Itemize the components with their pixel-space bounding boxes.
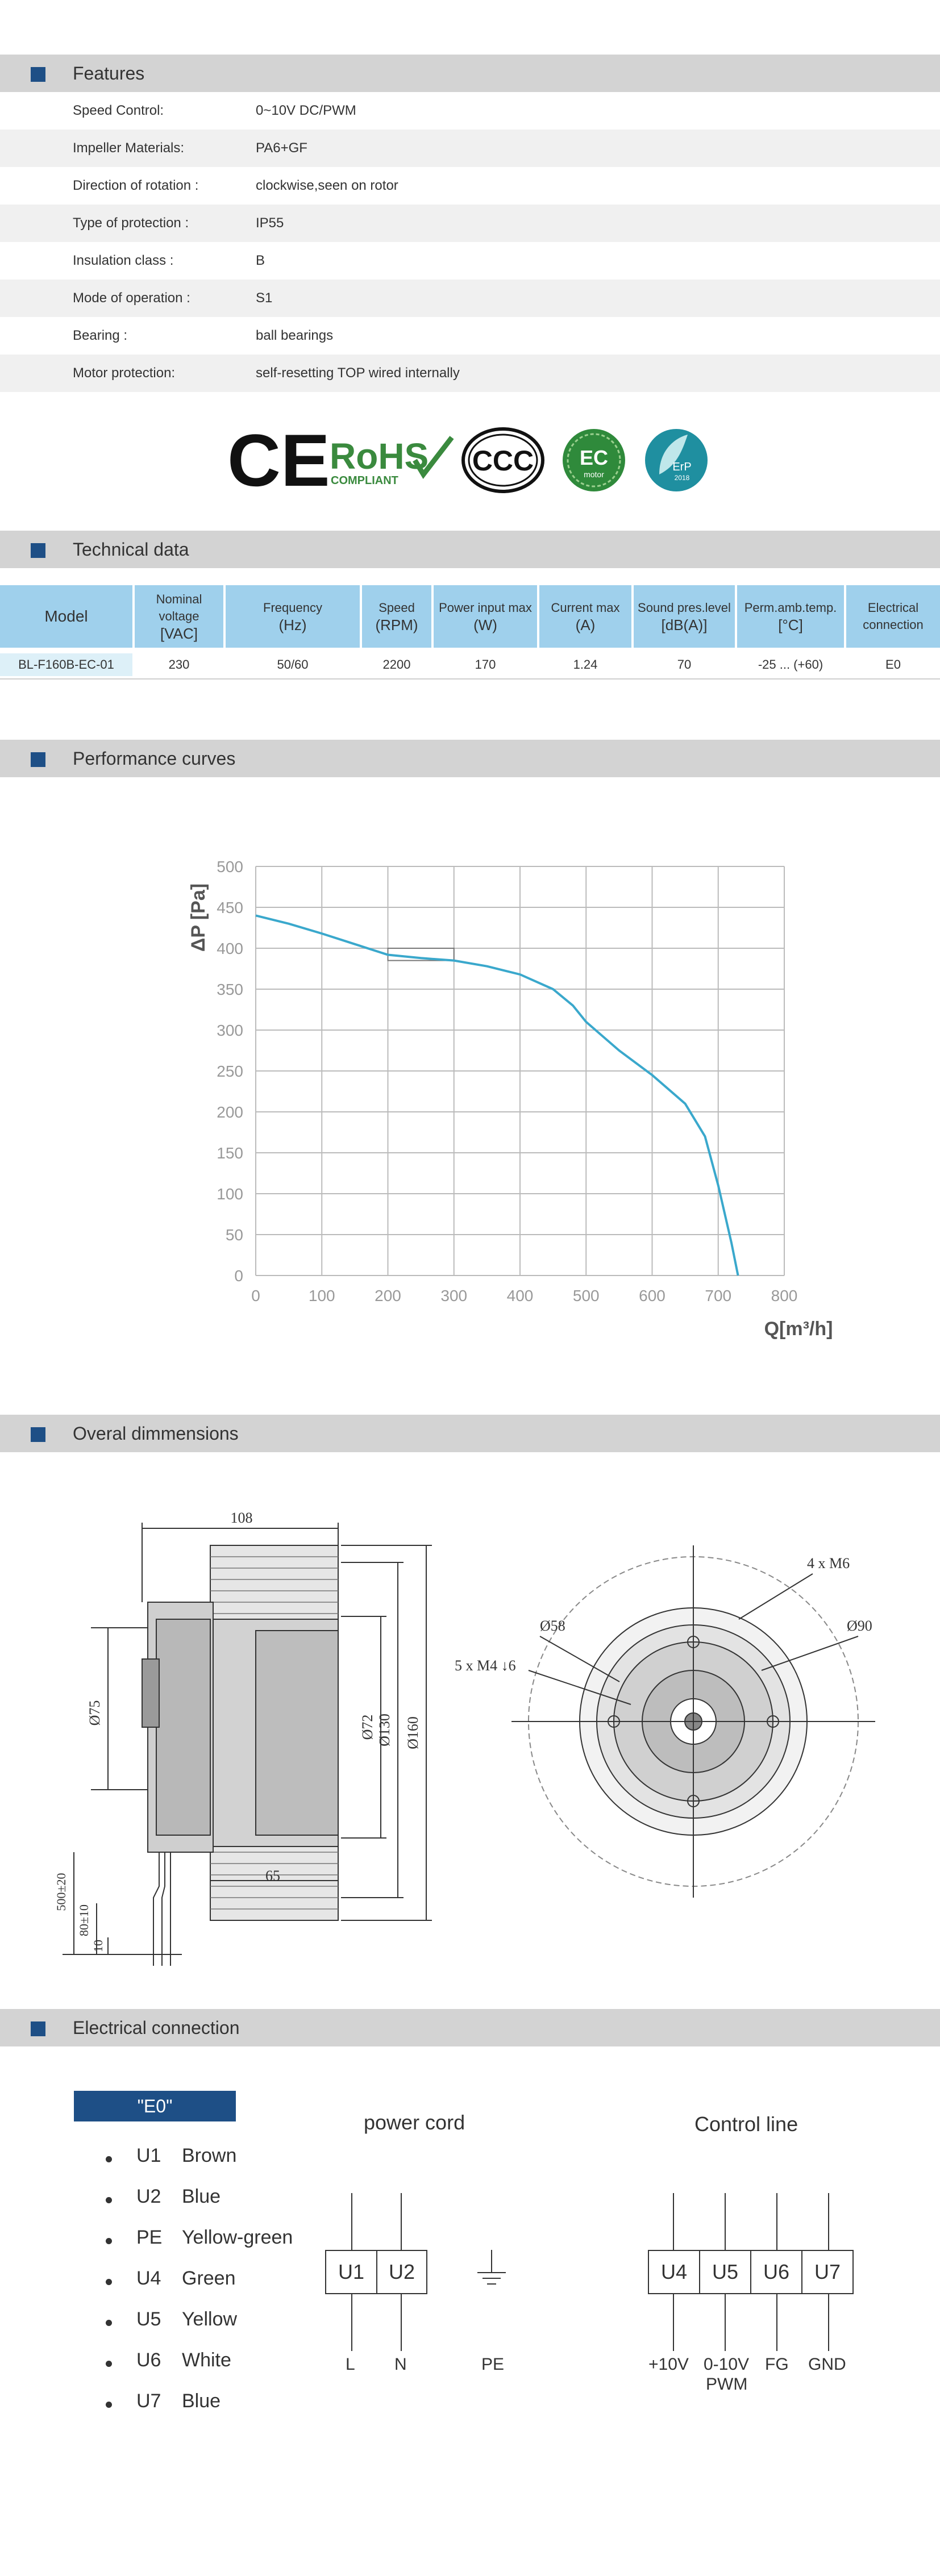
dimensions-section-header	[0, 1415, 940, 1452]
bullet-icon	[106, 2156, 112, 2162]
dim-d72: Ø72	[359, 1714, 376, 1740]
ground-icon	[475, 2250, 509, 2290]
x-tick-label: 200	[375, 1287, 401, 1304]
wire-line	[828, 2193, 829, 2250]
section-title: Features	[73, 63, 145, 84]
wire-line	[351, 2193, 352, 2250]
section-square-icon	[31, 543, 45, 558]
terminal-u5: U5	[699, 2250, 751, 2294]
y-tick-label: 100	[217, 1185, 243, 1203]
x-tick-label: 400	[506, 1287, 534, 1304]
wire-code: U1	[136, 2145, 161, 2166]
wire-line	[828, 2294, 829, 2351]
dim-m6: 4 x M6	[807, 1555, 850, 1572]
ec-motor-logo	[563, 429, 625, 491]
dim-d90: Ø90	[847, 1618, 872, 1634]
y-tick-label: 500	[217, 858, 243, 876]
feature-value: ball bearings	[256, 328, 334, 343]
x-tick-label: 700	[705, 1287, 732, 1304]
feature-key: Speed Control:	[73, 103, 164, 118]
wire-code: U2	[136, 2186, 161, 2207]
feature-row	[0, 205, 940, 242]
bullet-icon	[106, 2402, 112, 2408]
wire-line	[725, 2193, 726, 2250]
header-model: Model	[0, 585, 132, 648]
bullet-icon	[106, 2238, 112, 2244]
dim-lead: 500±20	[54, 1873, 68, 1911]
dim-m4: 5 x M4 ↓6	[455, 1657, 516, 1674]
header-sound: Sound pres.level [dB(A)]	[634, 585, 735, 648]
y-axis-label: ΔP [Pa]	[188, 883, 209, 952]
x-tick-label: 300	[440, 1287, 468, 1304]
dim-65: 65	[265, 1868, 280, 1884]
svg-text:CE: CE	[227, 419, 330, 502]
label-l: L	[346, 2355, 355, 2374]
features-section-header	[0, 55, 940, 92]
x-tick-label: 600	[639, 1287, 666, 1304]
feature-row	[0, 317, 940, 355]
dim-d75: Ø75	[86, 1700, 103, 1726]
dim-d130: Ø130	[376, 1714, 393, 1746]
header-frequency: Frequency (Hz)	[226, 585, 360, 648]
control-line-title: Control line	[694, 2112, 798, 2136]
svg-text:2018: 2018	[674, 474, 690, 482]
dim-10: 10	[91, 1940, 105, 1952]
feature-key: Type of protection :	[73, 215, 189, 231]
cell-sound: 70	[677, 657, 692, 672]
cell-model: BL-F160B-EC-01	[18, 657, 114, 672]
y-tick-label: 350	[217, 981, 243, 998]
dim-d58: Ø58	[540, 1618, 565, 1634]
cell-voltage: 230	[168, 657, 190, 672]
svg-text:CCC: CCC	[472, 445, 534, 477]
wire-line	[351, 2294, 352, 2351]
header-speed: Speed (RPM)	[362, 585, 431, 648]
header-temp: Perm.amb.temp. [°C]	[737, 585, 844, 648]
wire-line	[725, 2294, 726, 2351]
feature-row	[0, 242, 940, 280]
dim-d160: Ø160	[405, 1716, 421, 1749]
feature-row	[0, 167, 940, 205]
x-axis-label: Q[m³/h]	[764, 1318, 833, 1340]
wire-color: Blue	[182, 2186, 221, 2207]
wire-line	[401, 2294, 402, 2351]
performance-section-header	[0, 740, 940, 777]
feature-row	[0, 92, 940, 130]
terminal-u7: U7	[801, 2250, 854, 2294]
terminal-u4: U4	[648, 2250, 700, 2294]
label-10v: +10V	[648, 2355, 689, 2374]
wire-code: U7	[136, 2390, 161, 2412]
cell-frequency: 50/60	[277, 657, 309, 672]
header-connection: Electrical connection	[846, 585, 940, 648]
label-gnd: GND	[808, 2355, 846, 2374]
dim-80: 80±10	[77, 1904, 91, 1937]
wire-color: Blue	[182, 2390, 221, 2412]
side-view-drawing	[45, 1489, 466, 1971]
terminal-u2: U2	[376, 2250, 427, 2294]
power-cord-title: power cord	[364, 2111, 465, 2134]
terminal-u6: U6	[750, 2250, 802, 2294]
connection-code-badge: "E0"	[74, 2091, 236, 2121]
feature-key: Mode of operation :	[73, 290, 190, 306]
wire-line	[673, 2193, 674, 2250]
header-power: Power input max (W)	[434, 585, 537, 648]
feature-value: 0~10V DC/PWM	[256, 103, 356, 118]
label-pe: PE	[481, 2355, 505, 2374]
x-tick-label: 500	[572, 1287, 600, 1304]
dim-108: 108	[230, 1510, 253, 1526]
front-view-drawing	[443, 1534, 898, 1920]
cell-current: 1.24	[573, 657, 598, 672]
feature-key: Impeller Materials:	[73, 140, 185, 156]
section-square-icon	[31, 67, 45, 82]
wire-color: Green	[182, 2267, 236, 2289]
feature-key: Insulation class :	[73, 253, 174, 268]
wire-code: PE	[136, 2227, 163, 2248]
ccc-logo	[463, 429, 543, 491]
erp-logo	[645, 429, 708, 491]
section-square-icon	[31, 1427, 45, 1442]
x-tick-label: 0	[251, 1287, 260, 1304]
feature-row	[0, 130, 940, 167]
wire-color: Yellow-green	[182, 2227, 293, 2248]
feature-row	[0, 355, 940, 392]
y-tick-label: 300	[217, 1022, 243, 1039]
rohs-logo	[330, 436, 452, 487]
wire-line	[776, 2294, 777, 2351]
terminal-u1: U1	[325, 2250, 377, 2294]
feature-row	[0, 280, 940, 317]
cell-temp: -25 ... (+60)	[758, 657, 823, 672]
label-fg: FG	[765, 2355, 789, 2374]
feature-value: self-resetting TOP wired internally	[256, 365, 460, 381]
bullet-icon	[106, 2197, 112, 2203]
label-n: N	[394, 2355, 407, 2374]
wire-code: U5	[136, 2308, 161, 2330]
y-tick-label: 150	[217, 1144, 243, 1162]
wire-line	[673, 2294, 674, 2351]
section-title: Performance curves	[73, 748, 236, 769]
table-rule	[0, 678, 940, 680]
header-voltage: Nominal voltage [VAC]	[135, 585, 223, 648]
wire-color: White	[182, 2349, 231, 2371]
cell-power: 170	[475, 657, 496, 672]
x-tick-label: 800	[771, 1287, 798, 1304]
feature-value: PA6+GF	[256, 140, 307, 156]
feature-value: S1	[256, 290, 273, 306]
header-current: Current max (A)	[539, 585, 631, 648]
wire-line	[776, 2193, 777, 2250]
label-0-10v: 0-10V	[704, 2355, 750, 2374]
electrical-section-header	[0, 2009, 940, 2046]
svg-text:motor: motor	[584, 470, 604, 479]
y-tick-label: 0	[234, 1267, 243, 1285]
section-square-icon	[31, 2021, 45, 2036]
section-square-icon	[31, 752, 45, 767]
wire-code: U6	[136, 2349, 161, 2371]
feature-key: Motor protection:	[73, 365, 176, 381]
feature-key: Direction of rotation :	[73, 178, 199, 193]
label-pwm: PWM	[706, 2375, 748, 2394]
ce-logo	[227, 419, 330, 502]
wire-code: U4	[136, 2267, 161, 2289]
feature-value: clockwise,seen on rotor	[256, 178, 398, 193]
section-title: Overal dimmensions	[73, 1423, 239, 1444]
wire-line	[401, 2193, 402, 2250]
technical-section-header	[0, 531, 940, 568]
section-title: Technical data	[73, 539, 189, 560]
section-title: Electrical connection	[73, 2018, 240, 2038]
svg-text:EC: EC	[579, 446, 609, 469]
y-tick-label: 50	[225, 1226, 243, 1244]
x-tick-label: 100	[308, 1287, 335, 1304]
y-tick-label: 250	[217, 1062, 243, 1080]
cell-speed: 2200	[382, 657, 411, 672]
feature-value: IP55	[256, 215, 284, 231]
svg-text:COMPLIANT: COMPLIANT	[331, 474, 398, 487]
bullet-icon	[106, 2320, 112, 2326]
performance-chart	[170, 847, 833, 1347]
y-tick-label: 450	[217, 899, 243, 916]
cell-connection: E0	[885, 657, 901, 672]
feature-value: B	[256, 253, 265, 268]
bullet-icon	[106, 2361, 112, 2367]
svg-text:ErP: ErP	[672, 461, 692, 473]
feature-key: Bearing :	[73, 328, 128, 343]
wire-color: Brown	[182, 2145, 237, 2166]
bullet-icon	[106, 2279, 112, 2285]
svg-text:RoHS: RoHS	[330, 436, 429, 477]
y-tick-label: 200	[217, 1103, 243, 1121]
wire-color: Yellow	[182, 2308, 238, 2330]
certification-logos	[227, 420, 716, 500]
y-tick-label: 400	[217, 940, 243, 957]
performance-curve-line	[256, 915, 738, 1276]
